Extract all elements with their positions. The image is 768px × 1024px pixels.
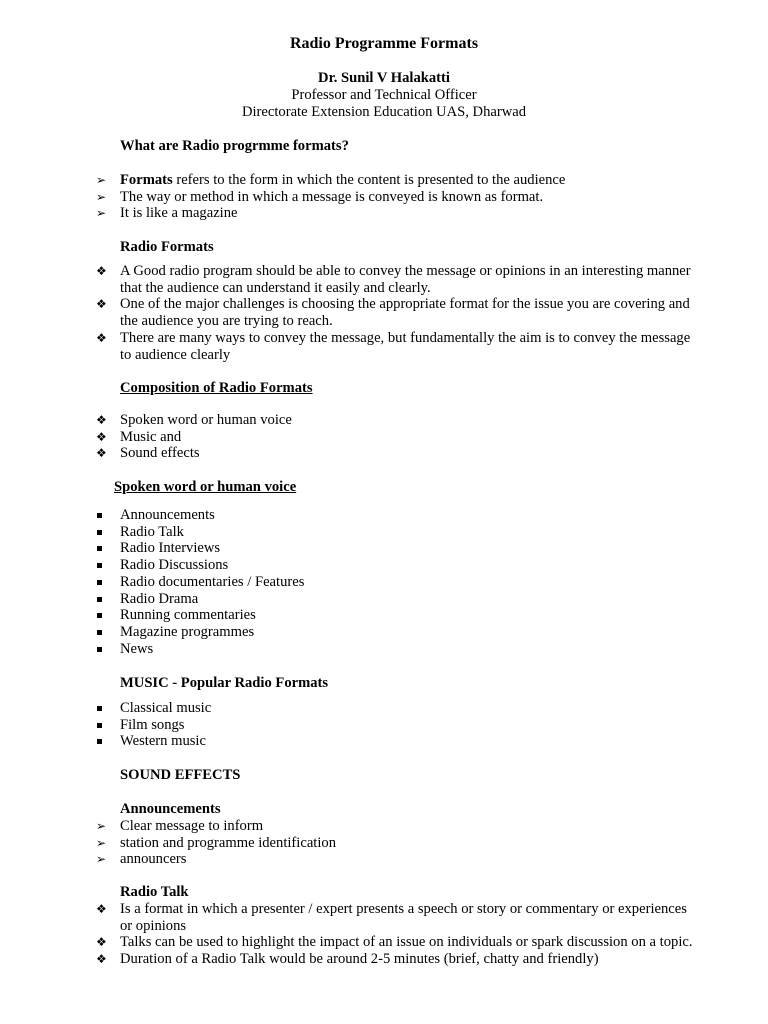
list-item-text: Radio documentaries / Features	[120, 573, 305, 590]
list-item	[0, 205, 700, 222]
q1-list	[0, 172, 768, 222]
four-diamond-bullet-icon: ❖	[96, 902, 107, 916]
radio-formats-heading: Radio Formats	[120, 239, 214, 255]
announcements-list	[0, 818, 768, 868]
square-bullet-icon	[97, 739, 102, 744]
spoken-heading: Spoken word or human voice	[114, 479, 297, 495]
formats-term: Formats	[120, 172, 173, 188]
list-item-text: Sound effects	[120, 445, 200, 462]
list-item	[0, 607, 700, 624]
arrowhead-bullet-icon: ➢	[96, 206, 107, 221]
square-bullet-icon	[97, 630, 102, 635]
list-item-text: announcers	[120, 851, 187, 868]
list-item	[0, 507, 700, 524]
author-position: Professor and Technical Officer	[291, 87, 477, 103]
list-item-text: Running commentaries	[120, 607, 256, 624]
four-diamond-bullet-icon: ❖	[96, 429, 107, 444]
list-item-text: Duration of a Radio Talk would be around 2-5 minutes (brief, chatty and friendly)	[120, 951, 599, 968]
four-diamond-bullet-icon: ❖	[96, 446, 107, 461]
list-item-text: It is like a magazine	[120, 205, 238, 222]
list-item	[0, 557, 700, 574]
list-item	[0, 296, 700, 329]
radio-talk-list	[0, 901, 768, 968]
list-item-text: News	[120, 640, 154, 657]
list-item	[0, 172, 700, 189]
list-item	[0, 624, 700, 641]
spoken-list	[0, 507, 768, 657]
square-bullet-icon	[97, 580, 102, 585]
list-item-text: Spoken word or human voice	[120, 412, 292, 428]
list-item	[0, 445, 700, 462]
four-diamond-bullet-icon: ❖	[96, 952, 107, 967]
list-item	[0, 263, 700, 296]
square-bullet-icon	[97, 563, 102, 568]
list-item-text: Talks can be used to highlight the impact of an issue on individuals or spark discussion on a topic.	[120, 934, 693, 951]
arrowhead-bullet-icon: ➢	[96, 173, 107, 187]
sound-effects-heading: SOUND EFFECTS	[120, 767, 241, 783]
list-item	[0, 429, 700, 446]
formats-definition: refers to the form in which the content is presented to the audience	[172, 172, 566, 188]
list-item-text: Clear message to inform	[120, 818, 264, 834]
list-item	[0, 412, 700, 429]
composition-list	[0, 412, 768, 462]
list-item	[0, 574, 700, 591]
radio-talk-heading: Radio Talk	[120, 884, 189, 900]
list-item-text: Announcements	[120, 507, 215, 523]
list-item-text: Classical music	[120, 700, 212, 716]
list-item-text: Radio Discussions	[120, 557, 229, 574]
list-item	[0, 540, 700, 557]
square-bullet-icon	[97, 706, 102, 711]
list-item-text: One of the major challenges is choosing the appropriate format for the issue you are covering and the audience you are trying to reach.	[120, 296, 690, 330]
list-item	[0, 901, 700, 934]
square-bullet-icon	[97, 513, 102, 518]
page-title: Radio Programme Formats	[289, 35, 479, 52]
list-item-text: Music and	[120, 428, 182, 445]
music-heading: MUSIC - Popular Radio Formats	[120, 675, 329, 691]
arrowhead-bullet-icon: ➢	[96, 852, 107, 867]
list-item-text: There are many ways to convey the message, but fundamentally the aim is to convey the message to audience clearly	[120, 329, 691, 363]
list-item-text: Is a format in which a presenter / expert presents a speech or story or commentary or experiences or opinions	[120, 901, 687, 934]
square-bullet-icon	[97, 597, 102, 602]
arrowhead-bullet-icon: ➢	[96, 819, 107, 833]
list-item-text: Film songs	[120, 716, 185, 733]
list-item	[0, 818, 700, 835]
square-bullet-icon	[97, 723, 102, 728]
list-item-text: Radio Interviews	[120, 540, 221, 557]
list-item-text: Western music	[120, 733, 206, 750]
list-item	[0, 951, 700, 968]
list-item-text: A Good radio program should be able to convey the message or opinions in an interesting manner that the audience can understand it easily and clearly.	[120, 263, 691, 296]
author-affiliation: Directorate Extension Education UAS, Dharwad	[241, 104, 527, 120]
list-item	[0, 835, 700, 852]
four-diamond-bullet-icon: ❖	[96, 264, 107, 278]
square-bullet-icon	[97, 546, 102, 551]
list-item-text: station and programme identification	[120, 834, 337, 851]
square-bullet-icon	[97, 613, 102, 618]
q1-heading: What are Radio progrmme formats?	[120, 138, 349, 154]
list-item	[0, 733, 700, 750]
list-item	[0, 717, 700, 734]
list-item	[0, 189, 700, 206]
list-item	[0, 524, 700, 541]
list-item	[0, 700, 700, 717]
four-diamond-bullet-icon: ❖	[96, 935, 107, 950]
list-item-text: Radio Talk	[120, 523, 184, 540]
list-item	[0, 851, 700, 868]
four-diamond-bullet-icon: ❖	[96, 330, 107, 345]
square-bullet-icon	[97, 530, 102, 535]
list-item	[0, 330, 700, 363]
list-item-text: Magazine programmes	[120, 623, 255, 640]
music-list	[0, 700, 768, 750]
list-item-text: Radio Drama	[120, 590, 199, 607]
radio-formats-list	[0, 263, 768, 363]
list-item	[0, 934, 700, 951]
four-diamond-bullet-icon: ❖	[96, 297, 107, 312]
list-item	[0, 641, 700, 658]
arrowhead-bullet-icon: ➢	[96, 835, 107, 850]
four-diamond-bullet-icon: ❖	[96, 413, 107, 427]
announcements-heading: Announcements	[120, 801, 221, 817]
square-bullet-icon	[97, 647, 102, 652]
list-item	[0, 591, 700, 608]
arrowhead-bullet-icon: ➢	[96, 189, 107, 204]
author-name: Dr. Sunil V Halakatti	[318, 70, 450, 86]
list-item-text: The way or method in which a message is conveyed is known as format.	[120, 188, 544, 205]
composition-heading: Composition of Radio Formats	[120, 380, 313, 396]
